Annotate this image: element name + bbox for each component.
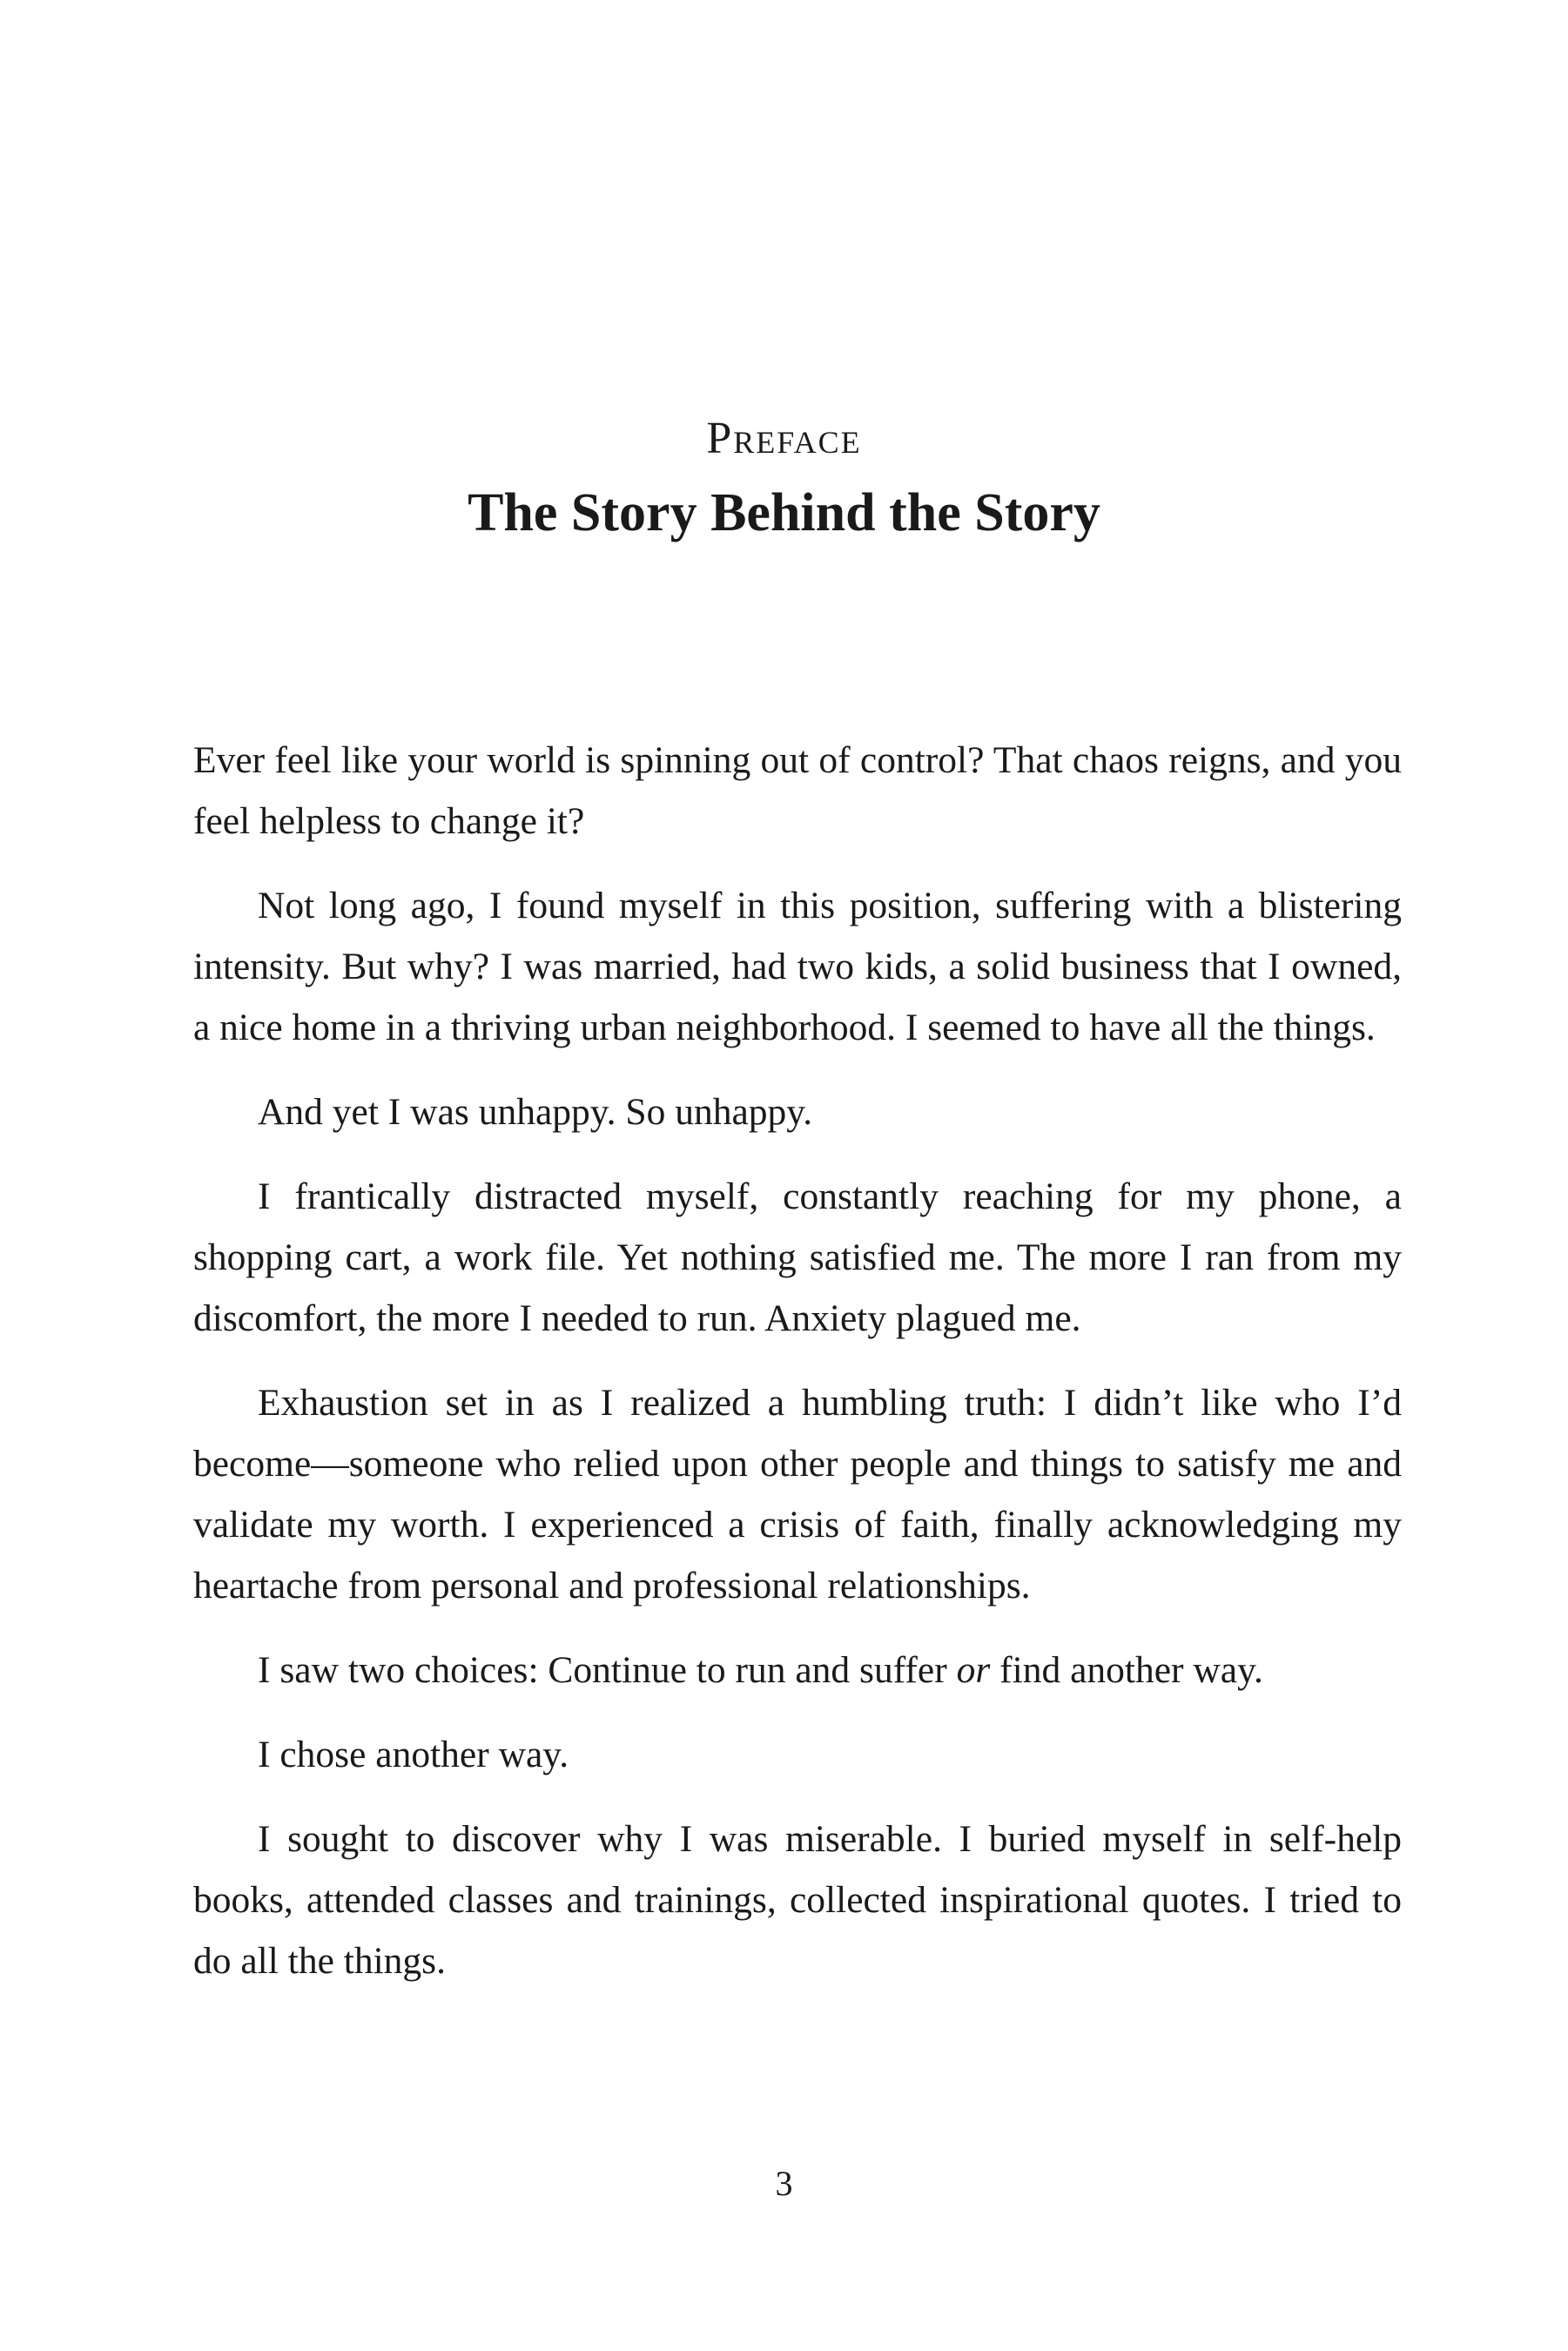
paragraph-text: find another way. (990, 1649, 1263, 1691)
paragraph-text: I saw two choices: Continue to run and suffer (258, 1649, 957, 1691)
paragraph: Not long ago, I found myself in this position, suffering with a blistering intensity. But why? I was married, had two kids, a solid business that I owned, a nice home in a thriving urban neighborhood. I seemed to have all the things. (193, 885, 1402, 1048)
paragraph: I sought to discover why I was miserable. I buried myself in self-help books, attended classes and trainings, collected inspirational quotes. I tried to do all the things. (193, 1818, 1402, 1982)
paragraph: And yet I was unhappy. So unhappy. (258, 1091, 813, 1133)
paragraph: Ever feel like your world is spinning out of control? That chaos reigns, and you feel helpless to change it? (193, 739, 1402, 842)
chapter-title: The Story Behind the Story (468, 483, 1100, 542)
emphasized-word: or (956, 1649, 991, 1691)
paragraph (193, 1640, 1402, 1701)
paragraph: I frantically distracted myself, constantly reaching for my phone, a shopping cart, a work file. Yet nothing satisfied me. The more I ran from my discomfort, the more I needed to run. Anxiety plagued me. (193, 1176, 1402, 1339)
body-text (193, 730, 1402, 2015)
paragraph: Exhaustion set in as I realized a humbling truth: I didn’t like who I’d become—someone who relied upon other people and things to satisfy me and validate my worth. I experienced a crisis of faith, finally acknowledging my heartache from personal and professional relationships. (193, 1382, 1402, 1607)
page-number: 3 (775, 2164, 793, 2203)
chapter-eyebrow: Preface (706, 414, 862, 463)
paragraph: I chose another way. (258, 1734, 569, 1775)
